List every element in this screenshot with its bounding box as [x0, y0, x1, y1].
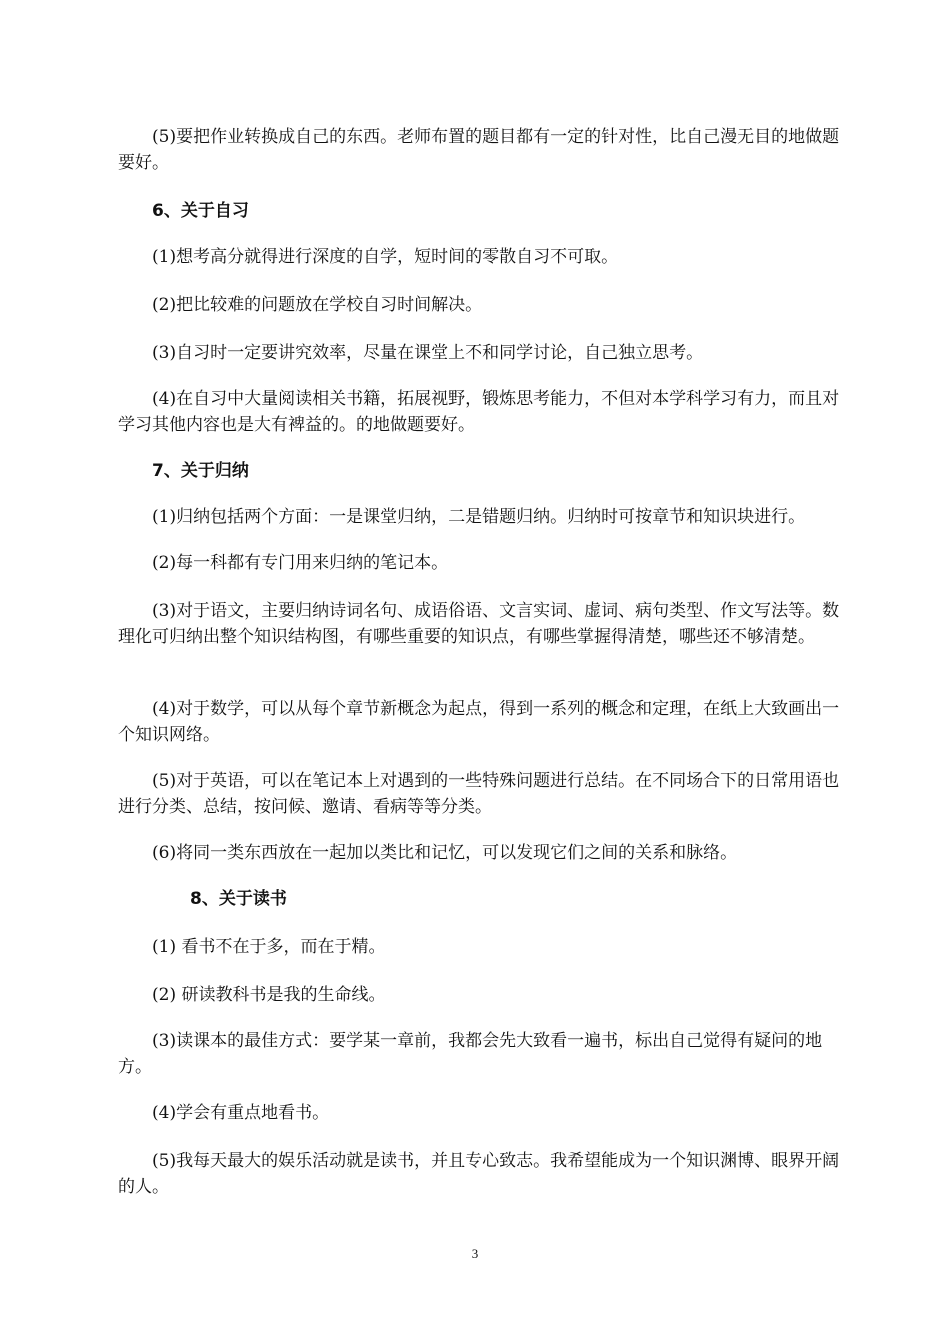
paragraph: (1) 看书不在于多，而在于精。 — [152, 937, 386, 957]
paragraph: (1)归纳包括两个方面：一是课堂归纳，二是错题归纳。归纳时可按章节和知识块进行。 — [152, 507, 806, 527]
paragraph: (2)把比较难的问题放在学校自习时间解决。 — [152, 295, 483, 315]
paragraph: (3)读课本的最佳方式：要学某一章前，我都会先大致看一遍书，标出自己觉得有疑问的地方。 — [118, 1031, 823, 1077]
paragraph: (4)在自习中大量阅读相关书籍，拓展视野，锻炼思考能力，不但对本学科学习有力，而且对学习其他内容也是大有裨益的。的地做题要好。 — [118, 389, 840, 435]
section-heading-7: 7、关于归纳 — [152, 461, 249, 481]
paragraph: (5)我每天最大的娱乐活动就是读书，并且专心致志。我希望能成为一个知识渊博、眼界开阔的人。 — [118, 1151, 840, 1197]
paragraph: (5)对于英语，可以在笔记本上对遇到的一些特殊问题进行总结。在不同场合下的日常用语也进行分类、总结，按问候、邀请、看病等等分类。 — [118, 771, 840, 817]
paragraph: (3)自习时一定要讲究效率，尽量在课堂上不和同学讨论，自己独立思考。 — [152, 343, 704, 363]
paragraph: (4)学会有重点地看书。 — [152, 1103, 330, 1123]
paragraph: (5)要把作业转换成自己的东西。老师布置的题目都有一定的针对性，比自己漫无目的地做题要好。 — [118, 127, 840, 173]
section-heading-8: 8、关于读书 — [190, 889, 287, 909]
section-heading-6: 6、关于自习 — [152, 201, 249, 221]
paragraph: (4)对于数学，可以从每个章节新概念为起点，得到一系列的概念和定理，在纸上大致画出一个知识网络。 — [118, 699, 840, 745]
paragraph: (2) 研读教科书是我的生命线。 — [152, 985, 386, 1005]
paragraph: (1)想考高分就得进行深度的自学，短时间的零散自习不可取。 — [152, 247, 619, 267]
paragraph: (3)对于语文，主要归纳诗词名句、成语俗语、文言实词、虚词、病句类型、作文写法等。数理化可归纳出整个知识结构图，有哪些重要的知识点，有哪些掌握得清楚，哪些还不够清楚。 — [118, 601, 840, 647]
paragraph: (2)每一科都有专门用来归纳的笔记本。 — [152, 553, 449, 573]
page-number: 3 — [471, 1246, 479, 1261]
paragraph: (6)将同一类东西放在一起加以类比和记忆，可以发现它们之间的关系和脉络。 — [152, 843, 738, 863]
